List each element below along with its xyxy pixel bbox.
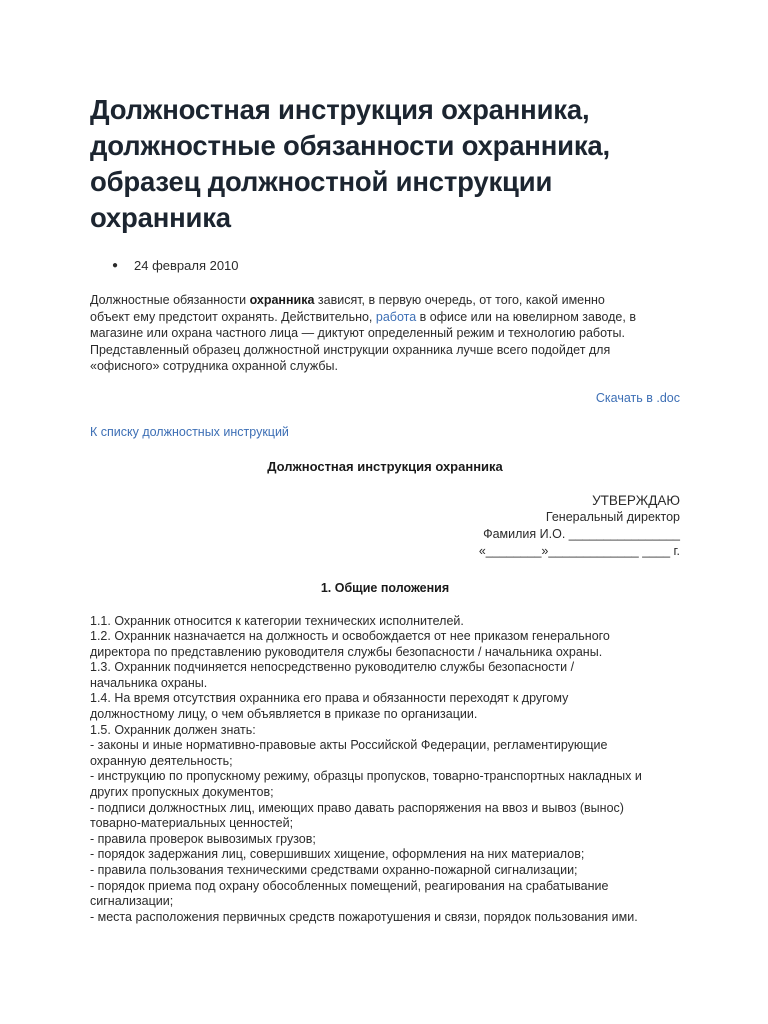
intro-text: в офисе или на ювелирном заводе, в bbox=[416, 309, 636, 324]
publish-date: 24 февраля 2010 bbox=[134, 258, 239, 273]
content-line: начальника охраны. bbox=[90, 675, 208, 690]
content-line: охранную деятельность; bbox=[90, 753, 233, 768]
intro-text: «офисного» сотрудника охранной службы. bbox=[90, 359, 338, 373]
download-doc-link[interactable]: Скачать в .doc bbox=[595, 390, 680, 405]
content-line: - места расположения первичных средств пожаротушения и связи, порядок пользования ими. bbox=[90, 909, 638, 924]
title-line: охранника bbox=[90, 202, 231, 233]
approve-date: «________»_____________ ____ г. bbox=[478, 543, 680, 558]
section-title: 1. Общие положения bbox=[320, 580, 450, 595]
intro-text: магазине или охрана частного лица — диктуют определенный режим и технологию работы. bbox=[90, 326, 625, 340]
approve-heading: УТВЕРЖДАЮ bbox=[592, 492, 680, 508]
work-link[interactable]: работа bbox=[375, 309, 417, 324]
content-line: сигнализации; bbox=[90, 894, 174, 909]
content-line: 1.2. Охранник назначается на должность и освобождается от нее приказом генерального bbox=[90, 629, 610, 644]
section-content bbox=[90, 614, 680, 926]
document-page bbox=[90, 92, 680, 925]
download-row bbox=[90, 390, 680, 406]
content-line: 1.4. На время отсутствия охранника его права и обязанности переходят к другому bbox=[90, 691, 569, 706]
intro-paragraph bbox=[90, 292, 680, 375]
back-row bbox=[90, 424, 680, 440]
content-line: товарно-материальных ценностей; bbox=[90, 816, 294, 831]
approval-block bbox=[90, 492, 680, 560]
back-to-list-link[interactable]: К списку должностных инструкций bbox=[90, 424, 289, 439]
title-line: должностные обязанности охранника, bbox=[90, 130, 610, 161]
intro-bold-term: охранника bbox=[249, 293, 315, 307]
content-line: должностному лицу, о чем объявляется в приказе по организации. bbox=[90, 707, 478, 722]
content-line: других пропускных документов; bbox=[90, 785, 274, 800]
publish-date-item bbox=[90, 257, 680, 275]
document-title: Должностная инструкция охранника bbox=[267, 458, 503, 474]
approve-position: Генеральный директор bbox=[545, 509, 680, 524]
intro-text: зависят, в первую очередь, от того, какой именно bbox=[314, 293, 605, 307]
intro-text: Должностные обязанности bbox=[90, 293, 250, 307]
content-line: - инструкцию по пропускному режиму, образцы пропусков, товарно-транспортных накладных и bbox=[90, 769, 642, 784]
content-line: директора по представлению руководителя службы безопасности / начальника охраны. bbox=[90, 644, 603, 659]
title-line: образец должностной инструкции bbox=[90, 166, 553, 197]
content-line: - правила проверок вывозимых грузов; bbox=[90, 831, 316, 846]
page-title bbox=[90, 92, 680, 236]
content-line: 1.5. Охранник должен знать: bbox=[90, 722, 256, 737]
content-line: - порядок приема под охрану обособленных помещений, реагирования на срабатывание bbox=[90, 878, 609, 893]
title-line: Должностная инструкция охранника, bbox=[90, 94, 590, 125]
content-line: - правила пользования техническими средствами охранно-пожарной сигнализации; bbox=[90, 863, 578, 877]
content-line: 1.1. Охранник относится к категории технических исполнителей. bbox=[90, 613, 464, 628]
content-line: - законы и иные нормативно-правовые акты Российской Федерации, регламентирующие bbox=[90, 738, 608, 753]
intro-text: объект ему предстоит охранять. Действительно, bbox=[90, 309, 376, 324]
bullet-icon: ● bbox=[112, 260, 119, 271]
approve-signature: Фамилия И.О. ________________ bbox=[483, 526, 680, 541]
content-line: - подписи должностных лиц, имеющих право давать распоряжения на ввоз и вывоз (вынос) bbox=[90, 800, 624, 815]
content-line: 1.3. Охранник подчиняется непосредственно руководителю службы безопасности / bbox=[90, 660, 575, 675]
content-line: - порядок задержания лиц, совершивших хищение, оформления на них материалов; bbox=[90, 847, 585, 862]
intro-text: Представленный образец должностной инструкции охранника лучше всего подойдет для bbox=[90, 342, 611, 357]
meta-list bbox=[90, 257, 680, 275]
